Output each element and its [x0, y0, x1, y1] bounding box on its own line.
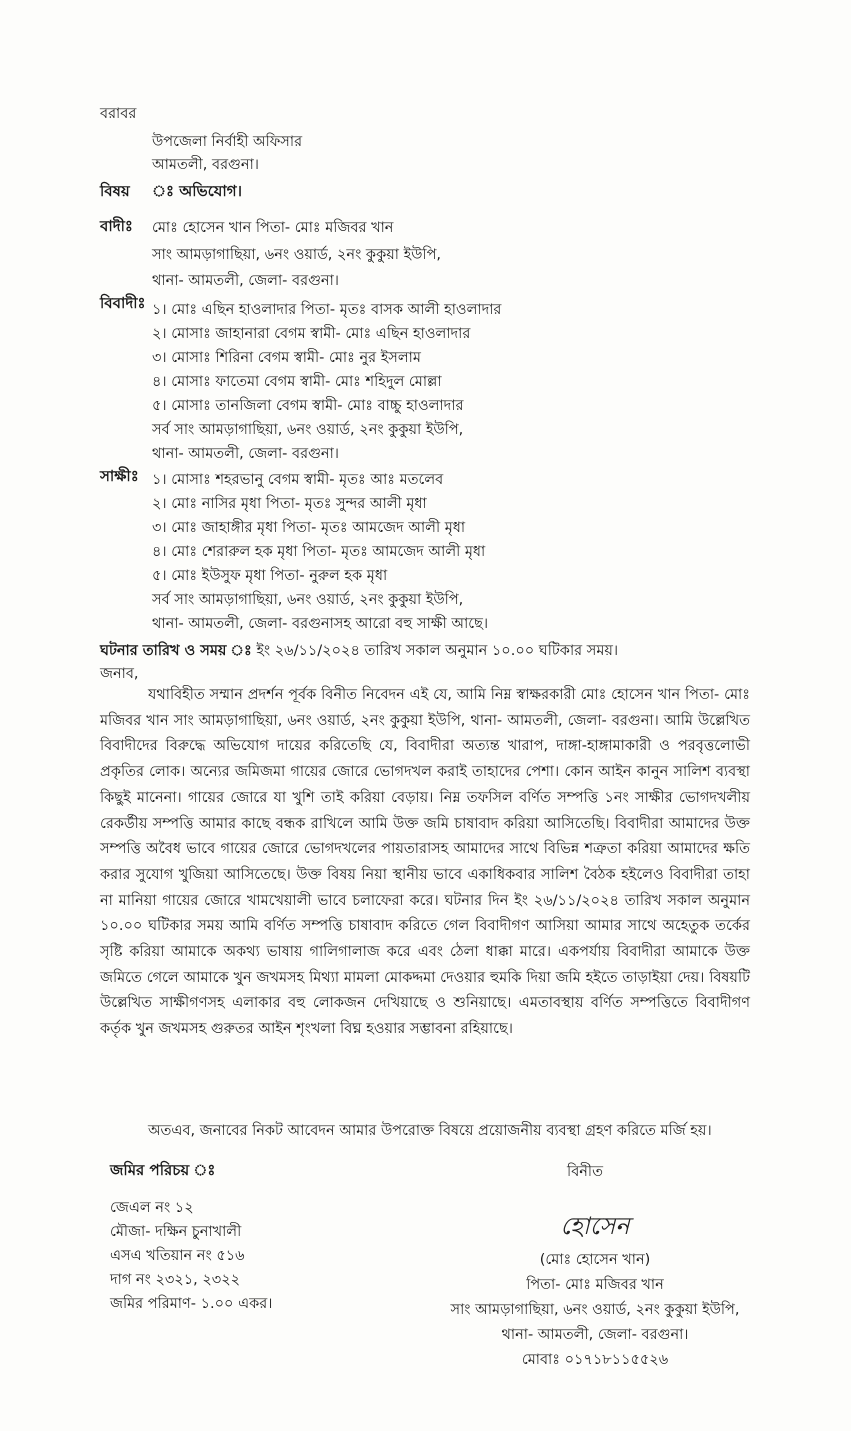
closing-paragraph: অতএব, জনাবের নিকট আবেদন আমার উপরোক্ত বিষয়ে প্রয়োজনীয় ব্যবস্থা গ্রহণ করিতে মর্জি হয়।	[148, 1123, 712, 1139]
signature-block	[430, 1160, 760, 1185]
witness-line: থানা- আমতলী, জেলা- বরগুনাসহ আরো বহু সাক্ষী আছে।	[152, 616, 489, 632]
signature-mark-wrap	[430, 1208, 760, 1248]
handwritten-signature: হোসেন	[560, 1212, 630, 1240]
defendant-line: ৫। মোসাঃ তানজিলা বেগম স্বামী- মোঃ বাচ্চু হাওলাদার	[152, 398, 464, 414]
salutation: জনাব,	[100, 666, 139, 682]
defendant-line: ৩। মোসাঃ শিরিনা বেগম স্বামী- মোঃ নুর ইসলাম	[152, 350, 421, 366]
land-heading: জমির পরিচয় ঃ	[110, 1161, 216, 1179]
witness-line: ৪। মোঃ শেরারুল হক মৃধা পিতা- মৃতঃ আমজেদ আলী মৃধা	[152, 544, 486, 560]
signer-mobile: মোবাঃ ০১৭১৮১১৫৫২৬	[521, 1352, 669, 1368]
land-line: জেএল নং ১২	[110, 1200, 194, 1216]
signer-details	[430, 1248, 760, 1373]
signer-father: পিতা- মোঃ মজিবর খান	[526, 1277, 664, 1293]
incident-label: ঘটনার তারিখ ও সময় ঃ	[100, 643, 252, 659]
recipient-title: উপজেলা নির্বাহী অফিসার	[152, 134, 303, 150]
defendant-line: ৪। মোসাঃ ফাতেমা বেগম স্বামী- মোঃ শহিদুল মোল্লা	[152, 374, 442, 390]
defendant-line: ১। মোঃ এছিন হাওলাদার পিতা- মৃতঃ বাসক আলী হাওলাদার	[152, 302, 502, 318]
incident-line	[100, 641, 618, 661]
land-line: এসএ খতিয়ান নং ৫১৬	[110, 1248, 245, 1264]
subject-value: ঃ অভিযোগ।	[152, 182, 242, 200]
land-line: দাগ নং ২৩২১, ২৩২২	[110, 1272, 241, 1288]
yours-faithfully: বিনীত	[567, 1164, 603, 1180]
signer-name: (মোঃ হোসেন খান)	[539, 1252, 651, 1268]
to-label: বরাবর	[100, 106, 137, 122]
land-line: জমির পরিমাণ- ১.০০ একর।	[110, 1296, 273, 1312]
defendant-line: ২। মোসাঃ জাহানারা বেগম স্বামী- মোঃ এছিন হাওলাদার	[152, 326, 471, 342]
defendant-line: থানা- আমতলী, জেলা- বরগুনা।	[152, 446, 339, 462]
witness-line: ৫। মোঃ ইউসুফ মৃধা পিতা- নুরুল হক মৃধা	[152, 568, 388, 584]
signer-address-1: সাং আমড়াগাছিয়া, ৬নং ওয়ার্ড, ২নং কুকুয়া ইউপি,	[450, 1302, 740, 1318]
plaintiff-line: থানা- আমতলী, জেলা- বরগুনা।	[152, 273, 339, 289]
plaintiff-line: মোঃ হোসেন খান পিতা- মোঃ মজিবর খান	[152, 220, 394, 236]
subject-label: বিষয়	[100, 182, 130, 200]
body-paragraph: যথাবিহীত সম্মান প্রদর্শন পূর্বক বিনীত নিবেদন এই যে, আমি নিম্ন স্বাক্ষরকারী মোঃ হোসেন খান পিতা- মোঃ মজিবর খান সাং আমড়াগাছিয়া, ৬নং ওয়ার্ড, ২নং কুকুয়া ইউপি, থানা- আমতলী, জেলা- বরগুনা। আমি উল্লেখিত বিবাদীদের বিরুদ্ধে অভিযোগ দায়ের করিতেছি যে, বিবাদীরা অত্যন্ত খারাপ, দাঙ্গা-হাঙ্গামাকারী ও পরবৃত্তলোভী প্রকৃতির লোক। অন্যের জমিজমা গায়ের জোরে ভোগদখল করাই তাহাদের পেশা। কোন আইন কানুন সালিশ ব্যবস্থা কিছুই মানেনা। গায়ের জোরে যা খুশি তাই করিয়া বেড়ায়। নিম্ন তফসিল বর্ণিত সম্পত্তি ১নং সাক্ষীর ভোগদখলীয় রেকর্ডীয় সম্পত্তি আমার কাছে বন্ধক রাখিলে আমি উক্ত জমি চাষাবাদ করিয়া আসিতেছি। বিবাদীরা আমাদের উক্ত সম্পত্তি অবৈধ ভাবে গায়ের জোরে ভোগদখলের পায়তারাসহ আমাদের সাথে বিভিন্ন শত্রুতা করিয়া আমাদের ক্ষতি করার সুযোগ খুজিয়া আসিতেছে। উক্ত বিষয় নিয়া স্থানীয় ভাবে একাধিকবার সালিশ বৈঠক হইলেও বিবাদীরা তাহা না মানিয়া গায়ের জোরে খামখেয়ালী ভাবে চলাফেরা করে। ঘটনার দিন ইং ২৬/১১/২০২৪ তারিখ সকাল অনুমান ১০.০০ ঘটিকার সময় আমি বর্ণিত সম্পত্তি চাষাবাদ করিতে গেল বিবাদীগণ আসিয়া আমার সাথে অহেতুক তর্কের সৃষ্টি করিয়া আমাকে অকথ্য ভাষায় গালিগালাজ করে এবং ঠেলা ধাক্কা মারে। একপর্যায় বিবাদীরা আমাকে উক্ত জমিতে গেলে আমাকে খুন জখমসহ মিথ্যা মামলা মোকদ্দমা দেওয়ার হুমকি দিয়া জমি হইতে তাড়াইয়া দেয়। বিষয়টি উল্লেখিত সাক্ষীগণসহ এলাকার বহু লোকজন দেখিয়াছে ও শুনিয়াছে। এমতাবস্থায় বর্ণিত সম্পত্তিতে বিবাদীগণ কর্তৃক খুন জখমসহ গুরুতর আইন শৃংখলা বিঘ্ন হওয়ার সম্ভাবনা রহিয়াছে।	[100, 687, 750, 1038]
plaintiff-label: বাদীঃ	[100, 217, 133, 235]
witness-line: ১। মোসাঃ শহরভানু বেগম স্বামী- মৃতঃ আঃ মতলেব	[152, 472, 444, 488]
witness-line: ২। মোঃ নাসির মৃধা পিতা- মৃতঃ সুন্দর আলী মৃধা	[152, 496, 427, 512]
witness-line: সর্ব সাং আমড়াগাছিয়া, ৬নং ওয়ার্ড, ২নং কুকুয়া ইউপি,	[152, 592, 464, 608]
signer-address-2: থানা- আমতলী, জেলা- বরগুনা।	[501, 1327, 689, 1343]
plaintiff-line: সাং আমড়াগাছিয়া, ৬নং ওয়ার্ড, ২নং কুকুয়া ইউপি,	[152, 247, 442, 263]
defendants-label: বিবাদীঃ	[100, 294, 146, 312]
land-line: মৌজা- দক্ষিন চুনাখালী	[110, 1224, 242, 1240]
witnesses-label: সাক্ষীঃ	[100, 467, 139, 485]
incident-value: ইং ২৬/১১/২০২৪ তারিখ সকাল অনুমান ১০.০০ ঘটিকার সময়।	[256, 643, 619, 659]
defendant-line: সর্ব সাং আমড়াগাছিয়া, ৬নং ওয়ার্ড, ২নং কুকুয়া ইউপি,	[152, 422, 464, 438]
witness-line: ৩। মোঃ জাহাঙ্গীর মৃধা পিতা- মৃতঃ আমজেদ আলী মৃধা	[152, 520, 466, 536]
recipient-place: আমতলী, বরগুনা।	[152, 157, 259, 173]
